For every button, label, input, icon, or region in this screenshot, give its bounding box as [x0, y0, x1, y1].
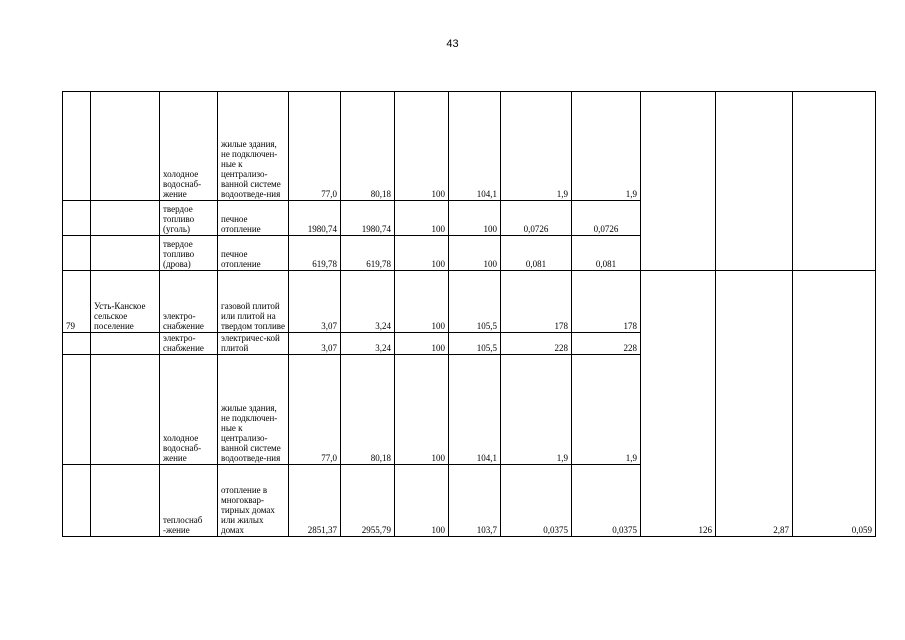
value-cell: 2851,37 [289, 465, 341, 537]
table-row [63, 92, 876, 201]
value-cell: 80,18 [341, 355, 395, 465]
summary-empty-cell [641, 92, 716, 271]
purpose-cell: газовой плитой или плитой на твердом топливе [218, 271, 289, 333]
service-cell: теплоснаб -жение [160, 465, 218, 537]
purpose-cell: жилые здания, не подключен-ные к централизо-ванной системе водоотведе-ния [218, 355, 289, 465]
summary-empty-cell [716, 92, 793, 271]
value-cell: 100 [395, 271, 449, 333]
value-cell: 0,0375 [501, 465, 572, 537]
value-cell: 100 [449, 236, 501, 271]
service-cell: твердое топливо (уголь) [160, 201, 218, 236]
value-cell: 105,5 [449, 271, 501, 333]
value-cell: 103,7 [449, 465, 501, 537]
value-cell: 100 [395, 236, 449, 271]
value-cell: 80,18 [341, 92, 395, 201]
purpose-cell: жилые здания, не подключен-ные к централизо-ванной системе водоотведе-ния [218, 92, 289, 201]
value-cell: 100 [449, 201, 501, 236]
summary-empty-cell [793, 92, 876, 271]
value-cell: 0,081 [572, 236, 641, 271]
value-cell: 619,78 [341, 236, 395, 271]
service-cell: электро-снабжение [160, 333, 218, 355]
value-cell: 178 [572, 271, 641, 333]
value-cell: 3,24 [341, 333, 395, 355]
value-cell: 228 [572, 333, 641, 355]
summary-cell: 0,059 [793, 271, 876, 537]
row-number-cell [63, 92, 91, 201]
value-cell: 178 [501, 271, 572, 333]
service-cell: электро-снабжение [160, 271, 218, 333]
summary-cell: 126 [641, 271, 716, 537]
value-cell: 1,9 [501, 355, 572, 465]
row-number-cell [63, 201, 91, 236]
value-cell: 104,1 [449, 355, 501, 465]
value-cell: 100 [395, 201, 449, 236]
settlement-cell [91, 355, 160, 465]
value-cell: 3,07 [289, 333, 341, 355]
value-cell: 77,0 [289, 355, 341, 465]
row-number-cell [63, 333, 91, 355]
value-cell: 2955,79 [341, 465, 395, 537]
settlement-cell [91, 92, 160, 201]
value-cell: 1980,74 [289, 201, 341, 236]
settlement-cell: Усть-Канское сельское поселение [91, 271, 160, 333]
value-cell: 1980,74 [341, 201, 395, 236]
value-cell: 3,07 [289, 271, 341, 333]
value-cell: 1,9 [572, 92, 641, 201]
row-number-cell [63, 465, 91, 537]
value-cell: 228 [501, 333, 572, 355]
service-cell: холодное водоснаб-жение [160, 92, 218, 201]
value-cell: 0,081 [501, 236, 572, 271]
value-cell: 100 [395, 333, 449, 355]
value-cell: 100 [395, 355, 449, 465]
purpose-cell: электричес-кой плитой [218, 333, 289, 355]
purpose-cell: отопление в многоквар-тирных домах или жилых домах [218, 465, 289, 537]
value-cell: 100 [395, 92, 449, 201]
summary-cell: 2,87 [716, 271, 793, 537]
value-cell: 1,9 [501, 92, 572, 201]
table-row [63, 271, 876, 333]
purpose-cell: печное отопление [218, 236, 289, 271]
value-cell: 619,78 [289, 236, 341, 271]
settlement-cell [91, 333, 160, 355]
settlement-cell [91, 201, 160, 236]
value-cell: 100 [395, 465, 449, 537]
service-cell: холодное водоснаб-жение [160, 355, 218, 465]
value-cell: 77,0 [289, 92, 341, 201]
value-cell: 1,9 [572, 355, 641, 465]
tariff-table [62, 91, 876, 537]
value-cell: 0,0726 [572, 201, 641, 236]
value-cell: 0,0375 [572, 465, 641, 537]
service-cell: твердое топливо (дрова) [160, 236, 218, 271]
value-cell: 104,1 [449, 92, 501, 201]
page-number: 43 [446, 38, 459, 50]
row-number-cell [63, 355, 91, 465]
row-number-cell: 79 [63, 271, 91, 333]
row-number-cell [63, 236, 91, 271]
settlement-cell [91, 465, 160, 537]
settlement-cell [91, 236, 160, 271]
value-cell: 0,0726 [501, 201, 572, 236]
value-cell: 3,24 [341, 271, 395, 333]
value-cell: 105,5 [449, 333, 501, 355]
purpose-cell: печное отопление [218, 201, 289, 236]
